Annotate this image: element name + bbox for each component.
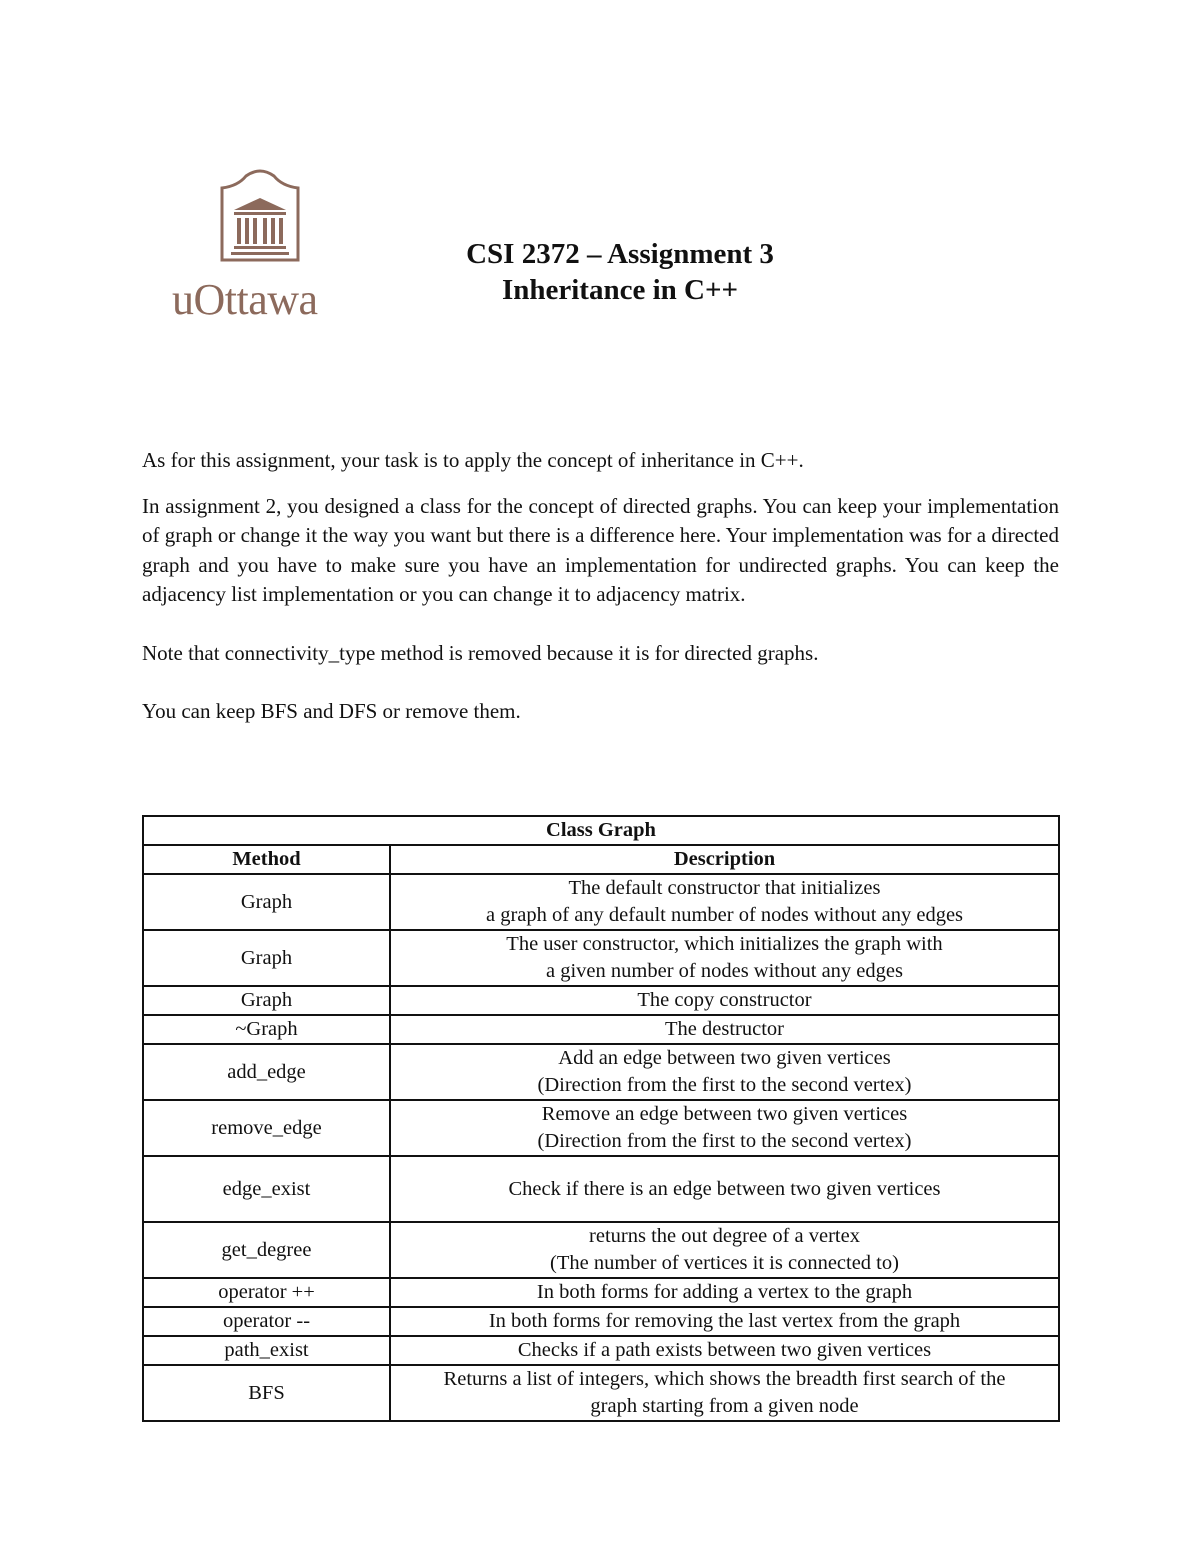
method-cell: remove_edge [143,1100,390,1156]
table-row [143,1278,1059,1307]
table-row [143,1044,1059,1100]
assignment-description [142,446,1059,727]
table-row [143,986,1059,1015]
table-row [143,1307,1059,1336]
method-cell: path_exist [143,1336,390,1365]
description-line: (Direction from the first to the second vertex) [537,1130,912,1152]
method-cell: add_edge [143,1044,390,1100]
description-cell: Checks if a path exists between two given vertices [390,1336,1059,1365]
table-caption-row [143,816,1059,845]
paragraph-intro: As for this assignment, your task is to apply the concept of inheritance in C++. [142,448,804,472]
description-cell: The copy constructor [390,986,1059,1015]
description-line: Add an edge between two given vertices [558,1047,891,1069]
description-cell [390,1044,1059,1100]
description-cell: In both forms for removing the last vertex from the graph [390,1307,1059,1336]
method-cell: get_degree [143,1222,390,1278]
method-cell: Graph [143,986,390,1015]
description-line: a given number of nodes without any edges [546,960,903,982]
description-line: graph starting from a given node [590,1395,859,1417]
description-line: (The number of vertices it is connected to) [550,1252,899,1274]
method-cell: ~Graph [143,1015,390,1044]
table-row [143,1156,1059,1222]
description-line: (Direction from the first to the second vertex) [537,1074,912,1096]
method-cell: operator ++ [143,1278,390,1307]
header-description: Description [390,845,1059,874]
table-row [143,1336,1059,1365]
paragraph-details: In assignment 2, you designed a class for the concept of directed graphs. You can keep your implementation of graph or change it the way you want but there is a difference here. Your implementation was for a directed graph and you have to make sure you have an implementation for undirected graphs. You can keep the adjacency list implementation or you can change it to adjacency matrix. [142,493,1059,606]
method-cell: operator -- [143,1307,390,1336]
description-cell [390,1100,1059,1156]
document-title [380,236,860,308]
paragraph-note: Note that connectivity_type method is removed because it is for directed graphs. [142,640,819,665]
description-cell [390,930,1059,986]
description-line: Remove an edge between two given vertices [541,1103,908,1125]
university-building-icon [218,166,302,262]
table-row [143,930,1059,986]
description-line: The user constructor, which initializes the graph with [506,933,943,955]
description-line: The default constructor that initializes [568,877,881,899]
description-line: returns the out degree of a vertex [589,1225,860,1247]
logo-wordmark: uOttawa [172,275,318,324]
table-row [143,874,1059,930]
method-cell: edge_exist [143,1156,390,1222]
table-row [143,1222,1059,1278]
table-row [143,1365,1059,1421]
table-header-row [143,845,1059,874]
header-method: Method [143,845,390,874]
description-cell: The destructor [390,1015,1059,1044]
description-line: Returns a list of integers, which shows the breadth first search of the [443,1368,1006,1390]
description-cell: In both forms for adding a vertex to the graph [390,1278,1059,1307]
uottawa-logo [172,166,350,324]
method-cell: Graph [143,930,390,986]
table-row [143,1015,1059,1044]
table-caption: Class Graph [143,816,1059,845]
description-cell: Check if there is an edge between two given vertices [390,1156,1059,1222]
description-cell [390,874,1059,930]
description-line: a graph of any default number of nodes without any edges [485,904,964,926]
method-cell: Graph [143,874,390,930]
title-course: CSI 2372 – Assignment 3 [466,238,774,270]
paragraph-bfs-dfs: You can keep BFS and DFS or remove them. [142,699,521,723]
title-topic: Inheritance in C++ [501,274,739,306]
table-row [143,1100,1059,1156]
description-cell [390,1365,1059,1421]
class-graph-table [142,815,1060,1422]
method-cell: BFS [143,1365,390,1421]
description-cell [390,1222,1059,1278]
